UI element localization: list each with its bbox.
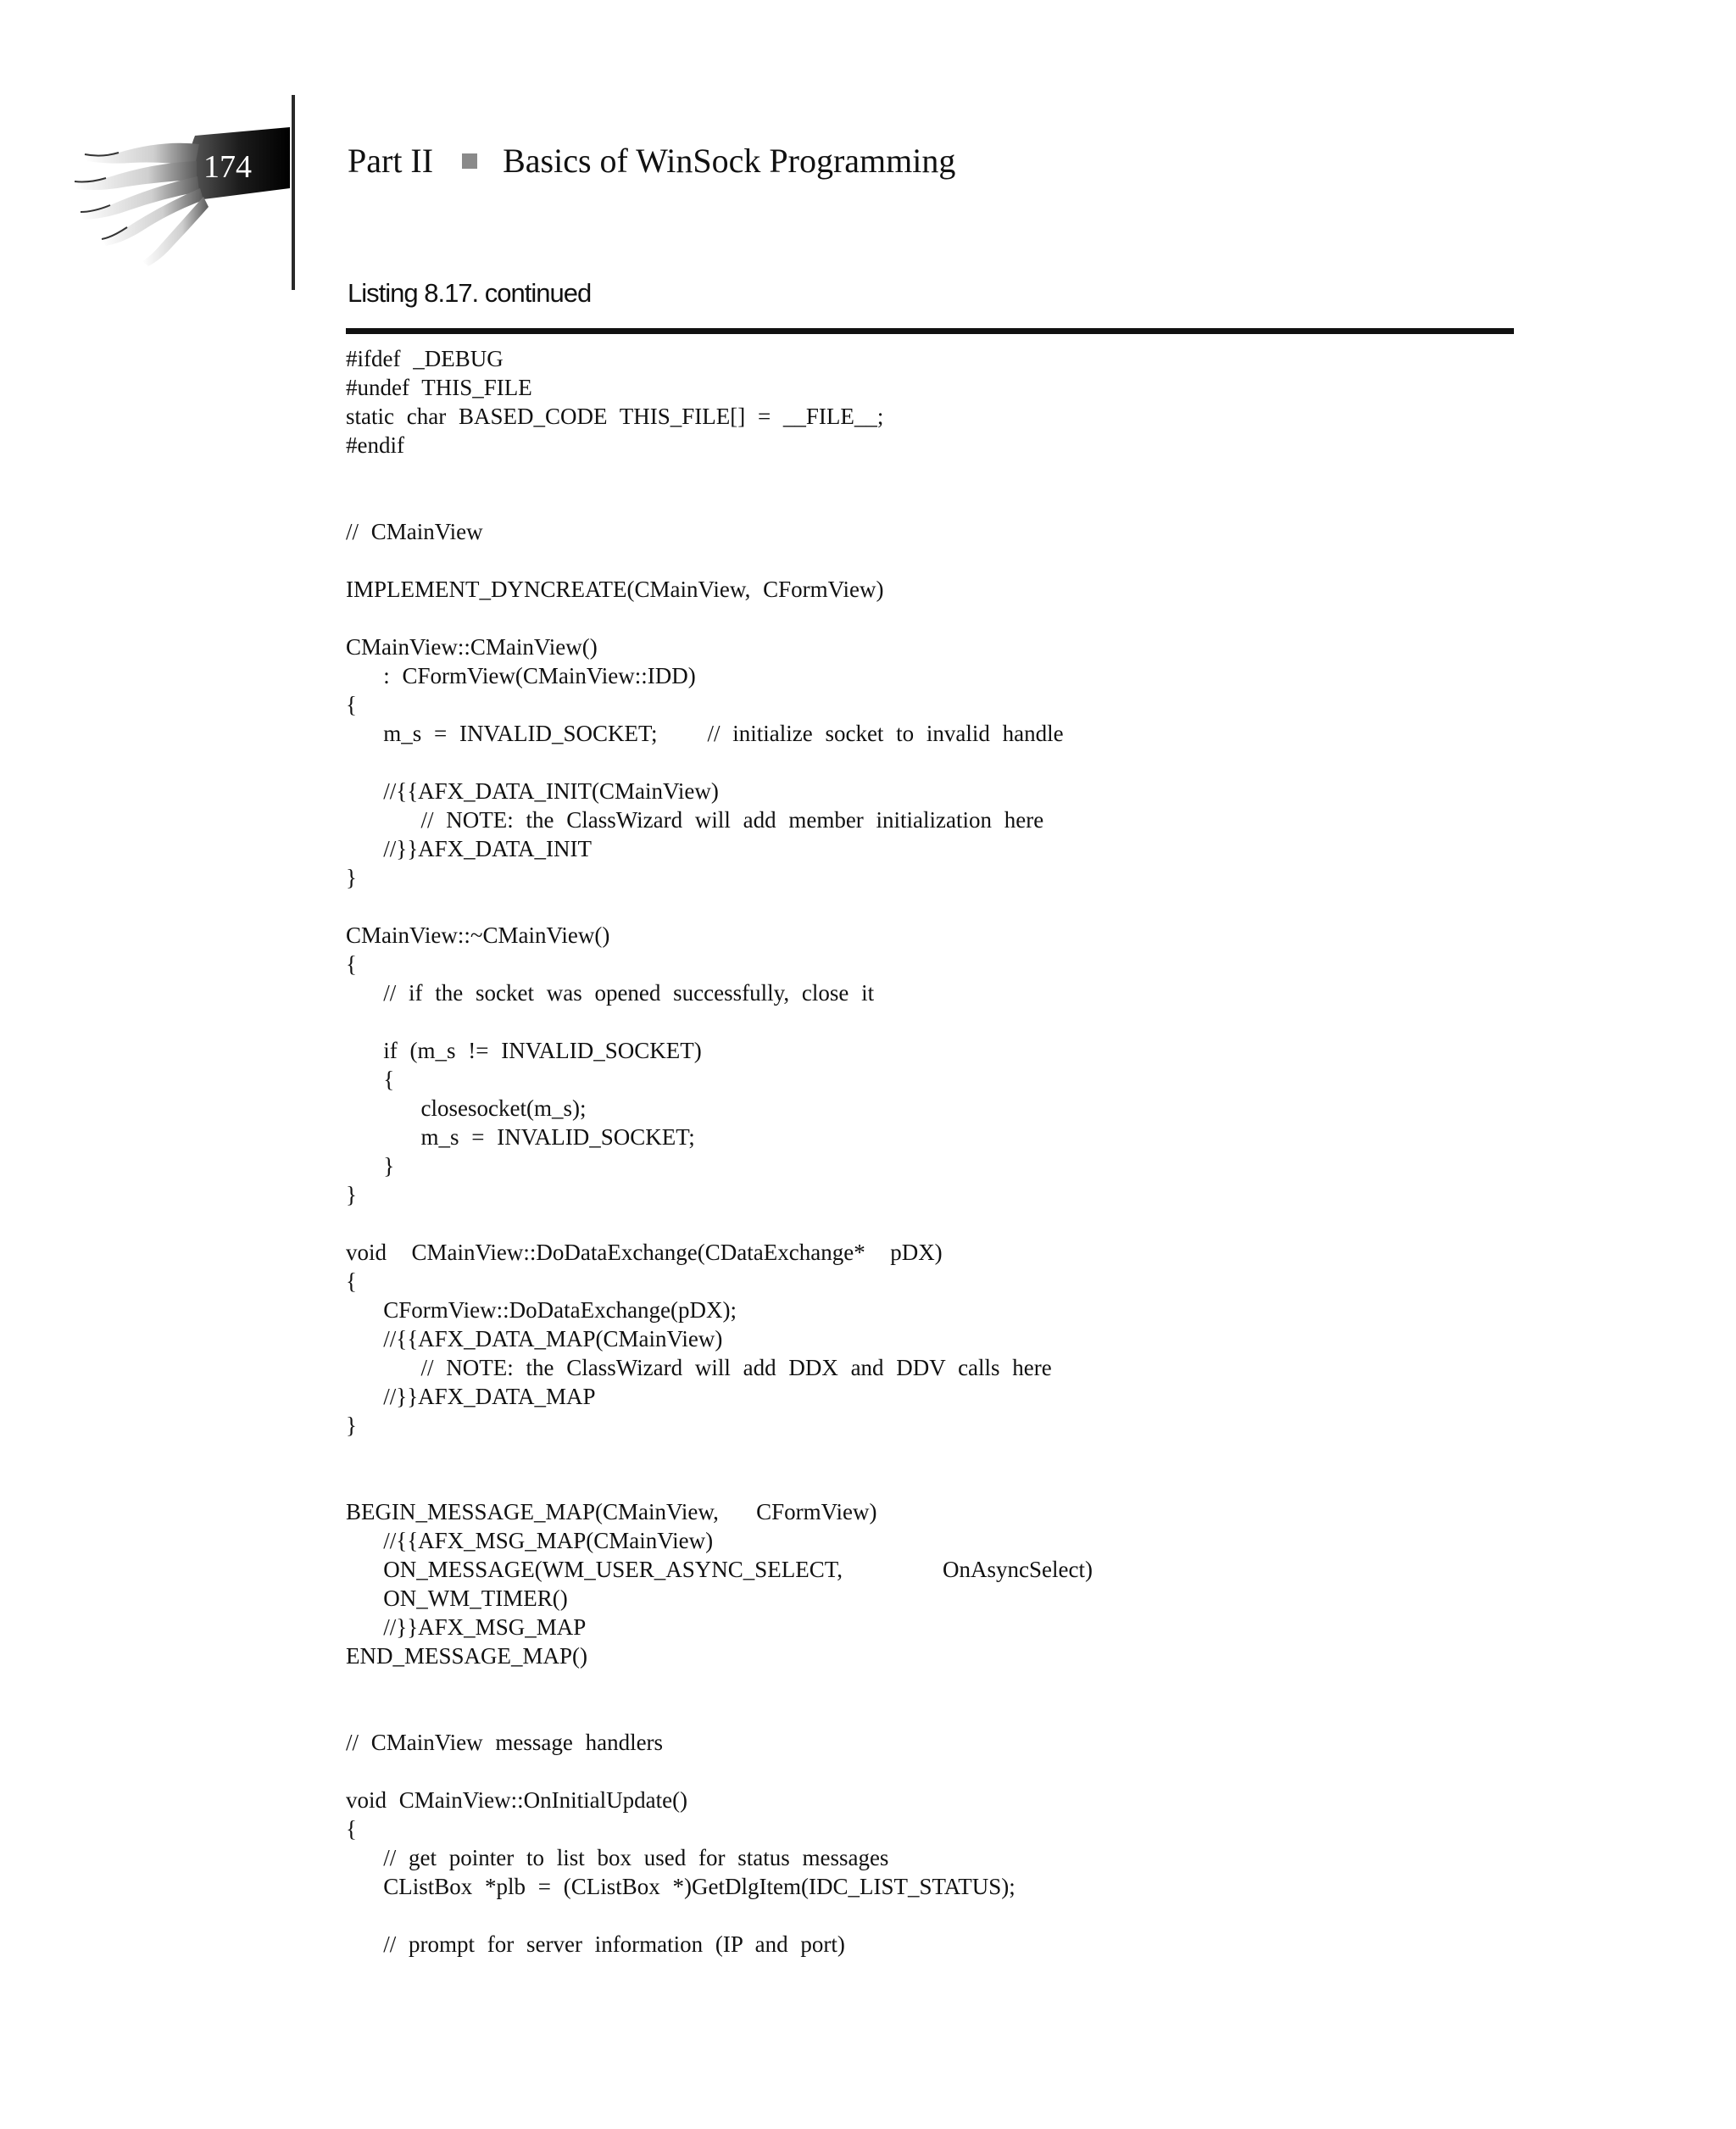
code-line (346, 1209, 1533, 1238)
code-line: IMPLEMENT_DYNCREATE(CMainView, CFormView) (346, 577, 884, 602)
code-line (346, 748, 1533, 777)
hand-ornament-icon (68, 93, 305, 297)
code-line: : CFormView(CMainView::IDD) (346, 663, 696, 688)
code-line (346, 604, 1533, 633)
code-line: // NOTE: the ClassWizard will add DDX and DDV calls here (346, 1355, 1052, 1380)
code-line: // CMainView message handlers (346, 1730, 664, 1755)
code-line: //}}AFX_DATA_INIT (346, 836, 592, 861)
listing-rule (346, 328, 1514, 334)
code-line: // if the socket was opened successfully, close it (346, 980, 875, 1006)
code-line (346, 546, 1533, 575)
code-line: { (346, 1268, 357, 1294)
part-label: Part II (348, 142, 434, 180)
code-line: //{{AFX_DATA_MAP(CMainView) (346, 1326, 723, 1352)
code-line (346, 1670, 1533, 1699)
code-line: } (346, 1182, 357, 1207)
code-line (346, 1901, 1533, 1930)
code-line (346, 1699, 1533, 1728)
code-line (346, 1469, 1533, 1497)
square-separator-icon (462, 153, 477, 169)
page-number: 174 (203, 149, 252, 185)
code-line: BEGIN_MESSAGE_MAP(CMainView, CFormView) (346, 1499, 877, 1524)
code-line: void CMainView::DoDataExchange(CDataExchange* pDX) (346, 1240, 943, 1265)
code-line: closesocket(m_s); (346, 1095, 587, 1121)
code-line (346, 1440, 1533, 1469)
code-line: // NOTE: the ClassWizard will add member initialization here (346, 807, 1044, 833)
code-line: void CMainView::OnInitialUpdate() (346, 1787, 688, 1813)
code-line (346, 460, 1533, 488)
running-head (348, 144, 955, 178)
chapter-title: Basics of WinSock Programming (503, 142, 956, 180)
code-line: #endif (346, 432, 404, 458)
code-line: // get pointer to list box used for status messages (346, 1845, 889, 1870)
code-line: CListBox *plb = (CListBox *)GetDlgItem(IDC_LIST_STATUS); (346, 1874, 1015, 1899)
code-line: //{{AFX_DATA_INIT(CMainView) (346, 778, 719, 804)
code-line: //}}AFX_MSG_MAP (346, 1614, 587, 1640)
code-line: ON_MESSAGE(WM_USER_ASYNC_SELECT, OnAsyncSelect) (346, 1557, 1093, 1582)
code-line: } (346, 865, 357, 890)
code-line: //{{AFX_MSG_MAP(CMainView) (346, 1528, 714, 1553)
code-line: { (346, 692, 357, 717)
code-line: static char BASED_CODE THIS_FILE[] = __FILE__; (346, 404, 884, 429)
code-line (346, 488, 1533, 517)
code-line: #undef THIS_FILE (346, 375, 532, 400)
code-line: END_MESSAGE_MAP() (346, 1643, 588, 1669)
code-line: //}}AFX_DATA_MAP (346, 1384, 596, 1409)
code-line: #ifdef _DEBUG (346, 346, 504, 371)
code-line: m_s = INVALID_SOCKET; // initialize socket to invalid handle (346, 721, 1064, 746)
code-line: ON_WM_TIMER() (346, 1586, 568, 1611)
listing-title: Listing 8.17. continued (348, 278, 592, 308)
code-line: m_s = INVALID_SOCKET; (346, 1124, 695, 1150)
code-line: { (346, 951, 357, 977)
code-line: { (346, 1816, 357, 1842)
code-line: CMainView::~CMainView() (346, 922, 610, 948)
code-line (346, 892, 1533, 921)
code-listing (346, 344, 1533, 1959)
code-line (346, 1757, 1533, 1786)
code-line: // CMainView (346, 519, 483, 544)
code-line: CMainView::CMainView() (346, 634, 598, 660)
code-line: } (346, 1413, 357, 1438)
code-line: if (m_s != INVALID_SOCKET) (346, 1038, 702, 1063)
code-line: } (346, 1153, 395, 1179)
code-line: { (346, 1067, 395, 1092)
code-line: CFormView::DoDataExchange(pDX); (346, 1297, 737, 1323)
code-line: // prompt for server information (IP and port) (346, 1931, 845, 1957)
code-line (346, 1007, 1533, 1036)
